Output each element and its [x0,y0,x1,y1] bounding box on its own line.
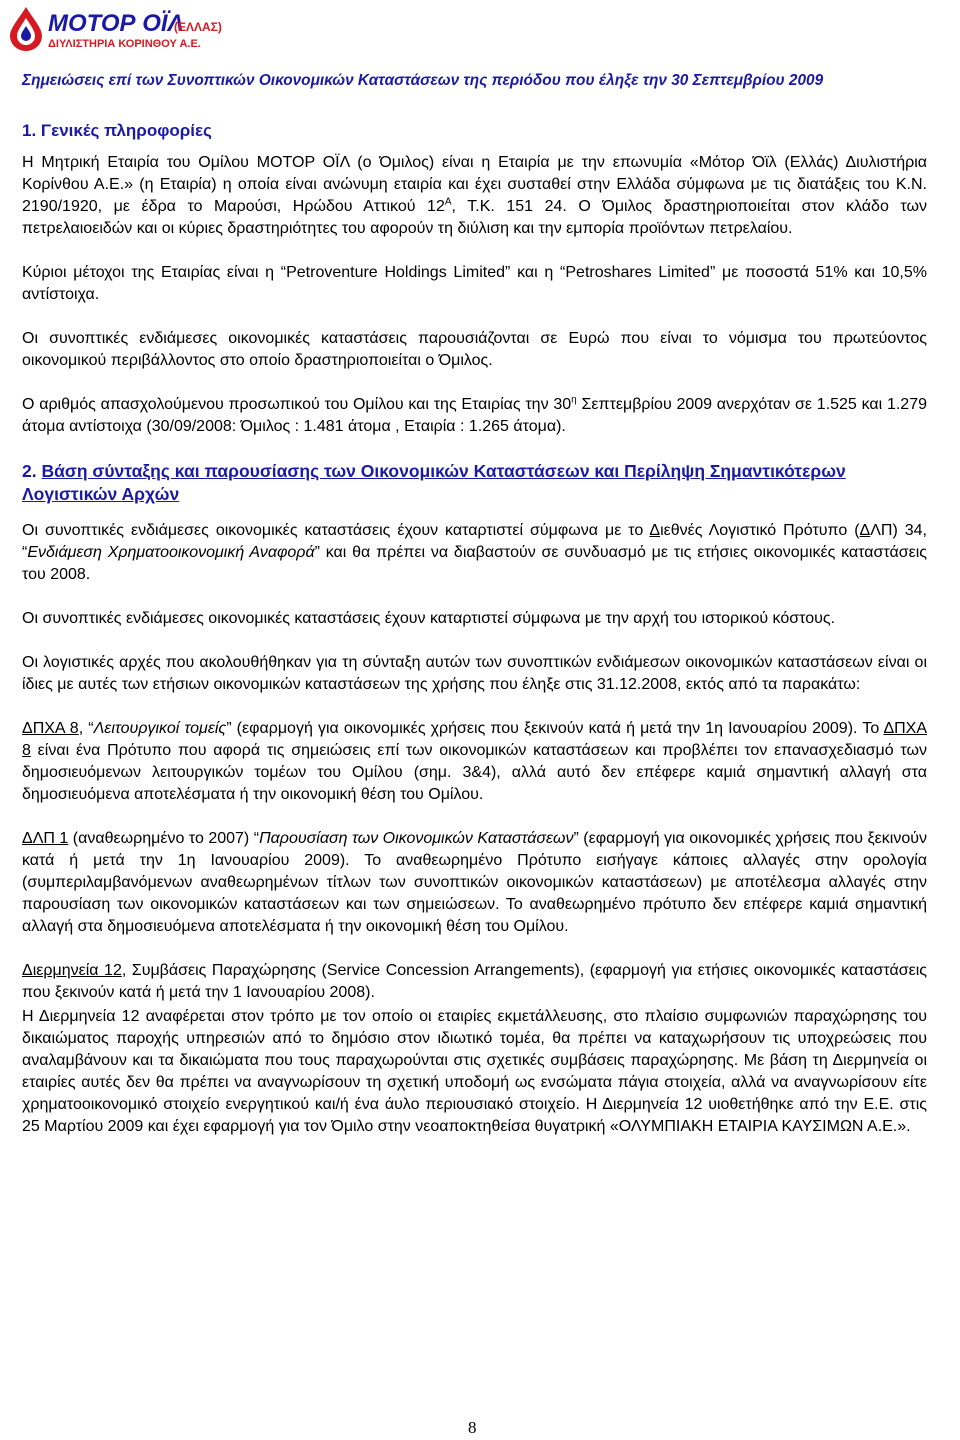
section-1-paragraph-2: Κύριοι μέτοχοι της Εταιρίας είναι η “Petroventure Holdings Limited” και η “Petroshares Limited” με ποσοστά 51% και 10,5% αντίστοιχα. [22,264,927,303]
section-1-paragraph-1: Η Μητρική Εταιρία του Ομίλου ΜΟΤΟΡ ΟΪΛ (ο Όμιλος) είναι η Εταιρία με την επωνυμία «Μότορ Όϊλ (Ελλάς) Διυλιστήρια Κορίνθου Α.Ε.» (η Εταιρία) η οποία είναι ανώνυμη εταιρία και έχει συσταθεί στην Ελλάδα σύμφωνα με τις διατάξεις του Κ.Ν. 2190/1920, με έδρα το Μαρούσι, Ηρώδου Αττικού $12^A$, Τ.Κ. 151 24. Ο Όμιλος δραστηριοποιείται στον κλάδο των πετρελαιοειδών και οι κύριες δραστηριότητες του αφορούν τη διύλιση και την εμπορία προϊόντων πετρελαίου. [22,154,927,237]
logo-brand-suffix: (ΕΛΛΑΣ) [174,20,222,34]
logo-brand: ΜΟΤΟΡ ΟΪΛ [48,10,184,37]
drop-icon [10,7,42,51]
section-2-paragraph-3: Οι λογιστικές αρχές που ακολουθήθηκαν για τη σύνταξη αυτών των συνοπτικών ενδιάμεσων οικονομικών καταστάσεων είναι οι ίδιες με αυτές των ετήσιων οικονομικών καταστάσεων της χρήσης που έληξε στις 31.12.2008, εκτός από τα παρακάτω: [22,654,927,693]
running-head: Σημειώσεις επί των Συνοπτικών Οικονομικών Καταστάσεων της περιόδου που έληξε την 30 Σεπτεμβρίου 2009 [22,72,824,89]
section-2-paragraph-6: Διερμηνεία 12, Συμβάσεις Παραχώρησης (Service Concession Arrangements), (εφαρμογή για ετήσιες οικονομικές καταστάσεις που ξεκινούν κατά ή μετά την 1 Ιανουαρίου 2008). [22,962,927,1001]
section-2-heading: 2. Βάση σύνταξης και παρουσίασης των Οικονομικών Καταστάσεων και Περίληψη Σημαντικότερων Λογιστικών Αρχών [22,461,846,504]
section-1-paragraph-4: Ο αριθμός απασχολούμενου προσωπικού του Ομίλου και της Εταιρίας την $30^\eta$ Σεπτεμβρίου 2009 ανερχόταν σε 1.525 και 1.279 άτομα αντίστοιχα (30/09/2008: Όμιλος : 1.481 άτομα , Εταιρία : 1.265 άτομα). [22,394,927,435]
section-2-paragraph-7: Η Διερμηνεία 12 αναφέρεται στον τρόπο με τον οποίο οι εταιρίες εκμετάλλευσης, στο πλαίσιο συμφωνιών παραχώρησης του δικαιώματος παροχής υπηρεσιών από το δημόσιο στον ιδιωτικό τομέα, θα πρέπει να καταχωρήσουν τις υποχρεώσεις που αναλαμβάνουν και τα δικαιώματα που τους παραχωρούνται στις σχετικές συμβάσεις παραχώρησης. Με βάση τη Διερμηνεία οι εταιρίες αυτές δεν θα πρέπει να αναγνωρίσουν τη σχετική υποδομή ως ενσώματα πάγια στοιχεία, αλλά να αναγνωρίσουν είτε χρηματοοικονομικό στοιχείο ενεργητικού και/ή ένα άυλο περιουσιακό στοιχείο. Η Διερμηνεία 12 υιοθετήθηκε από την Ε.Ε. στις 25 Μαρτίου 2009 και έχει εφαρμογή για τον Όμιλο στην νεοαποκτηθείσα θυγατρική «ΟΛΥΜΠΙΑΚΗ ΕΤΑΙΡΙΑ ΚΑΥΣΙΜΩΝ Α.Ε.». [22,1008,927,1135]
section-2-paragraph-5: ΔΛΠ 1 (αναθεωρημένο το 2007) “Παρουσίαση των Οικονομικών Καταστάσεων” (εφαρμογή για οικονομικές χρήσεις που ξεκινούν κατά ή μετά την 1η Ιανουαρίου 2009). Το αναθεωρημένο Πρότυπο εισήγαγε κάποιες αλλαγές στην ορολογία (συμπεριλαμβανόμενων αναθεωρημένων τίτλων των συνοπτικών οικονομικών καταστάσεων) με αποτέλεσμα αλλαγές στην παρουσίαση των οικονομικών καταστάσεων και των σημειώσεων. Το αναθεωρημένο πρότυπο δεν επέφερε καμιά σημαντική αλλαγή στα δημοσιευόμενα αποτελέσματα ή την οικονομική θέση του Ομίλου. [22,830,927,935]
section-2-paragraph-4: ΔΠΧΑ 8, “Λειτουργικοί τομείς” (εφαρμογή για οικονομικές χρήσεις που ξεκινούν κατά ή μετά την 1η Ιανουαρίου 2009). Το ΔΠΧΑ 8 είναι ένα Πρότυπο που αφορά τις σημειώσεις επί των οικονομικών καταστάσεων και προβλέπει τον επανασχεδιασμό των δημοσιευόμενων λειτουργικών τομέων του Ομίλου (σημ. 3&4), αλλά αυτό δεν επέφερε καμιά σημαντική αλλαγή στα δημοσιευόμενα αποτελέσματα ή την οικονομική θέση του Ομίλου. [22,720,928,803]
logo-subtitle: ΔΙΥΛΙΣΤΗΡΙΑ ΚΟΡΙΝΘΟΥ Α.Ε. [48,38,201,50]
section-1-heading: 1. Γενικές πληροφορίες [22,121,212,140]
document-body [22,120,927,1160]
section-2-paragraph-1: Οι συνοπτικές ενδιάμεσες οικονομικές καταστάσεις έχουν καταρτιστεί σύμφωνα με το Διεθνές Λογιστικό Πρότυπο (ΔΛΠ) 34, “Ενδιάμεση Χρηματοοικονομική Αναφορά” και θα πρέπει να διαβαστούν σε συνδυασμό με τις ετήσιες οικονομικές καταστάσεις του 2008. [22,522,927,583]
section-1-paragraph-3: Οι συνοπτικές ενδιάμεσες οικονομικές καταστάσεις παρουσιάζονται σε Ευρώ που είναι το νόμισμα του πρωτεύοντος οικονομικού περιβάλλοντος στο οποίο δραστηριοποιείται ο Όμιλος. [22,330,927,369]
page-number: 8 [468,1418,477,1437]
section-2-paragraph-2: Οι συνοπτικές ενδιάμεσες οικονομικές καταστάσεις έχουν καταρτιστεί σύμφωνα με την αρχή του ιστορικού κόστους. [22,610,836,627]
company-logo [4,4,264,52]
